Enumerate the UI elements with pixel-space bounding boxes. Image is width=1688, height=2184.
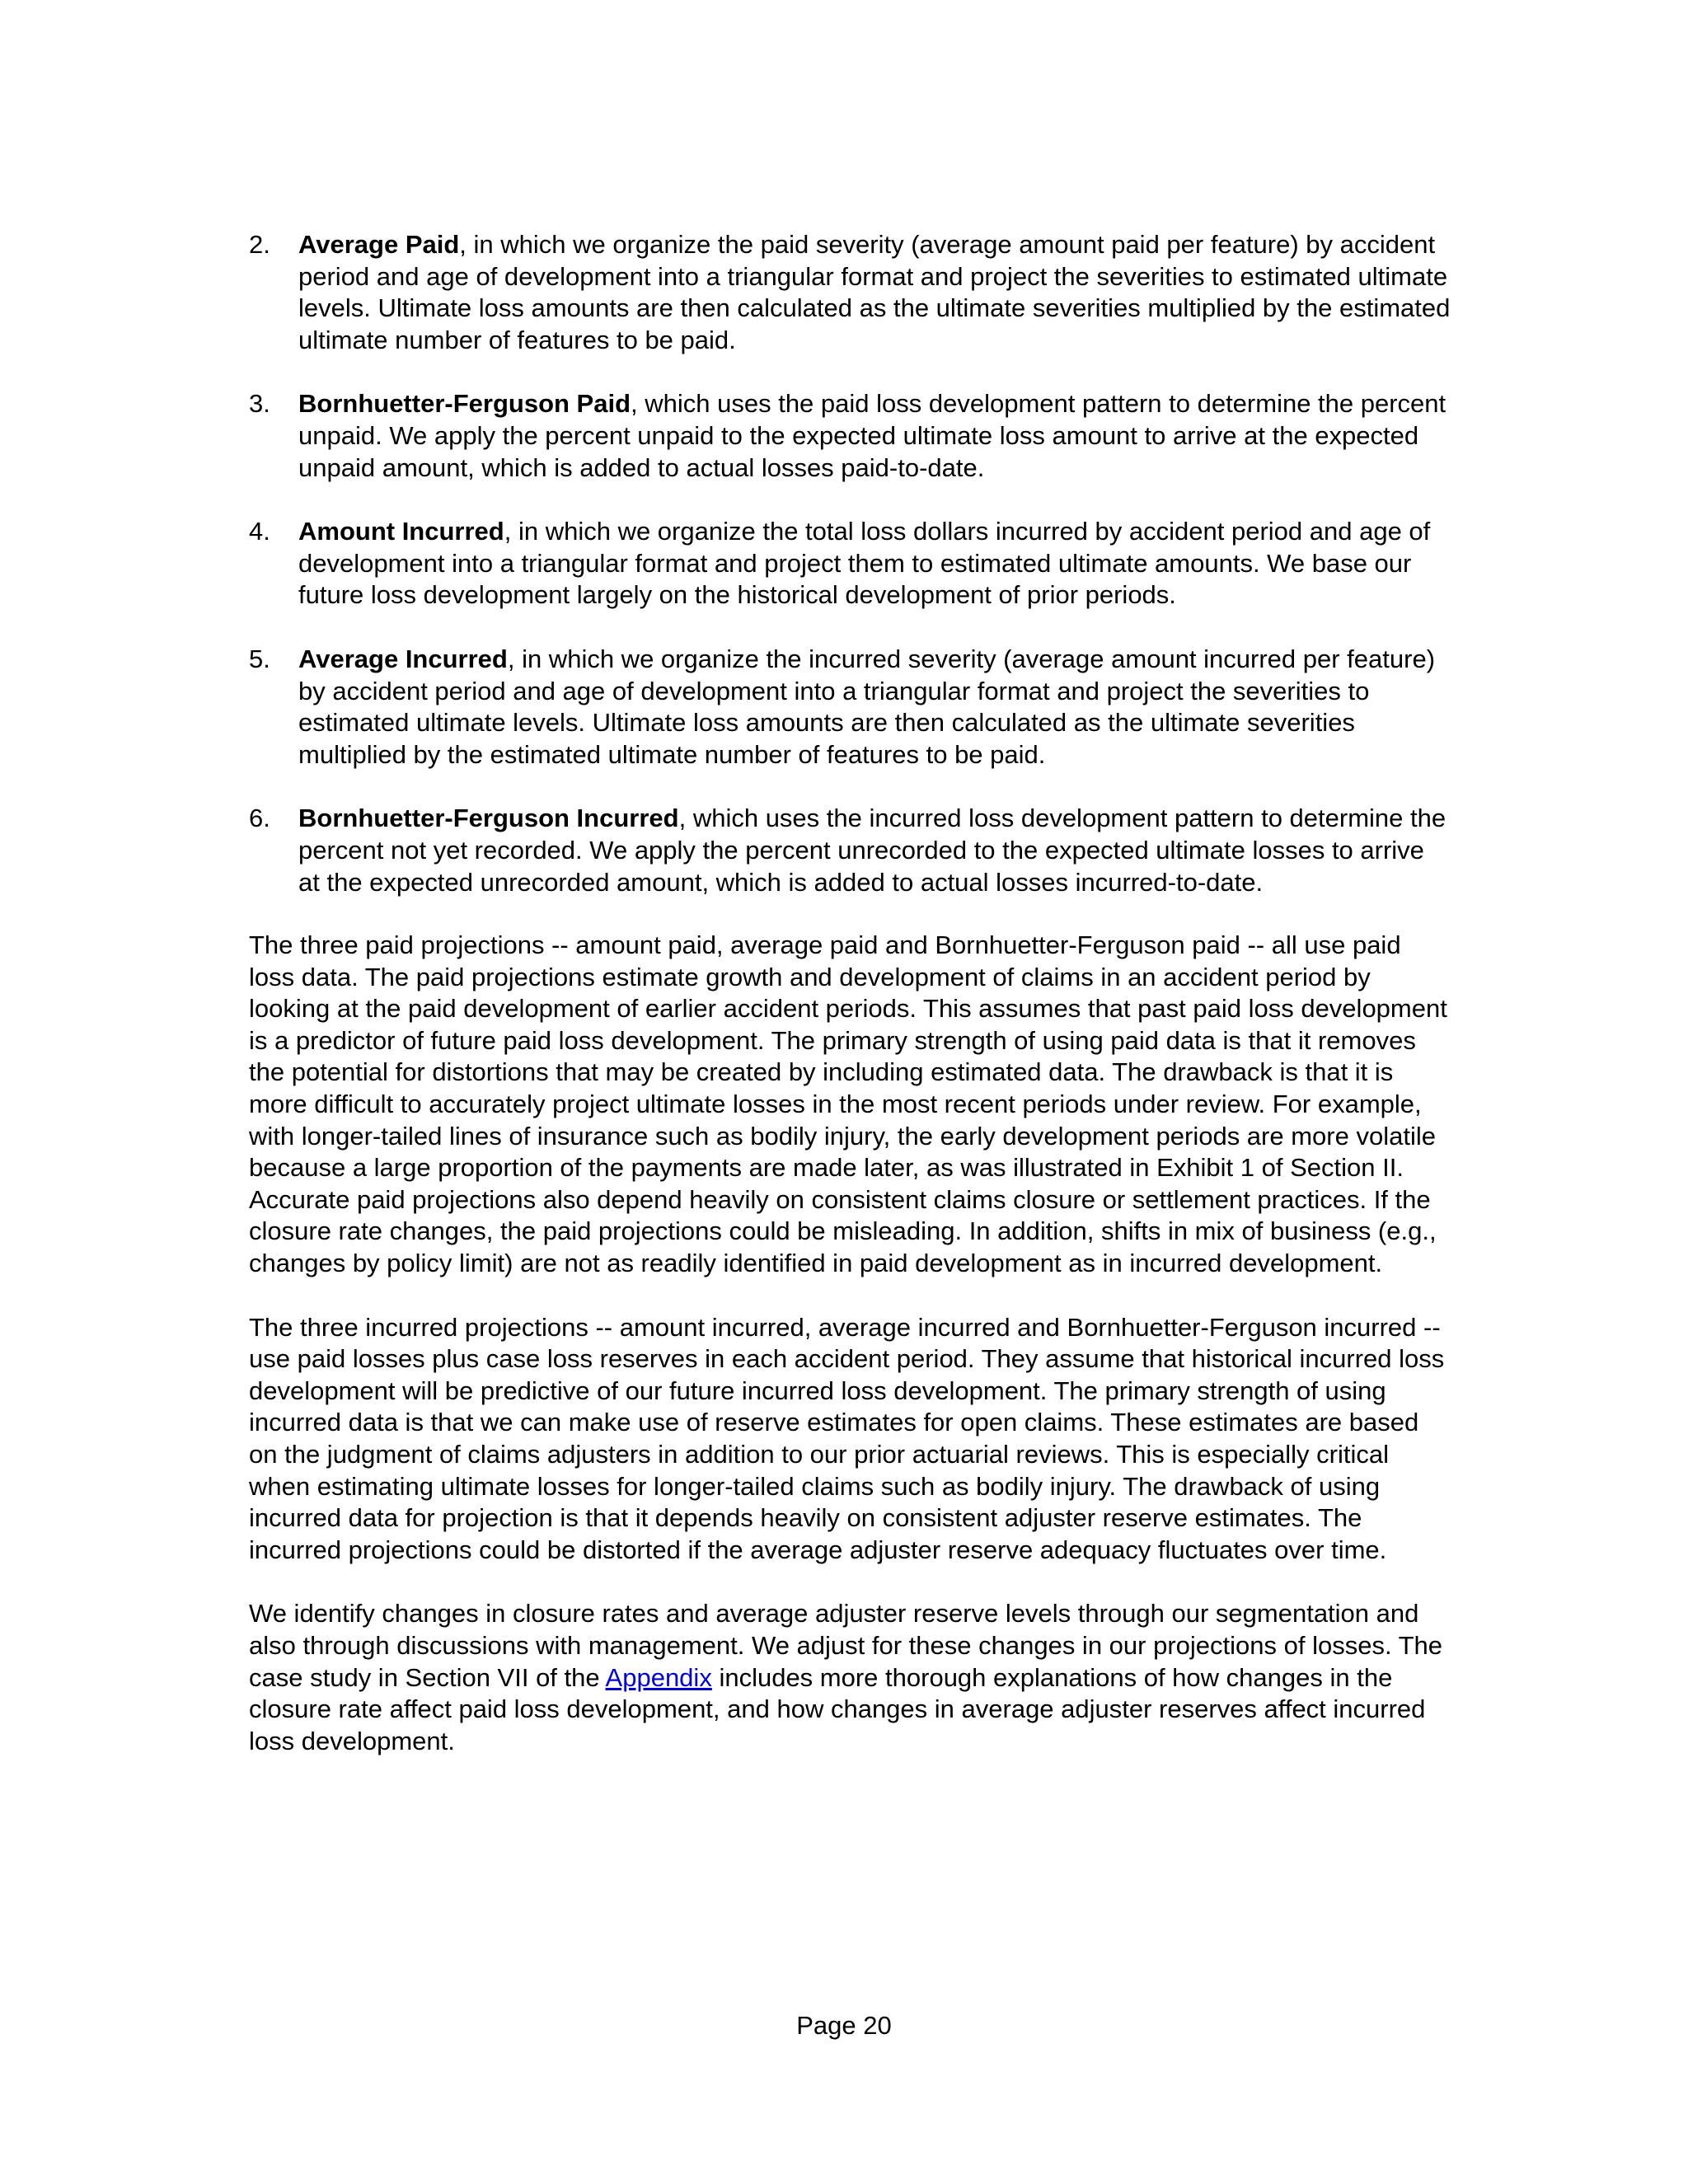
list-text: , in which we organize the paid severity (average amount paid per feature) by accident period and age of development into a triangular format and project the severities to estimated ultimate levels. Ultimate loss amounts are then calculated as the ultimate severities multiplied by the estimated ultimate number of features to be paid. [298, 230, 1451, 354]
list-number: 2. [249, 230, 270, 259]
paragraph-text: We identify changes in closure rates and average adjuster reserve levels through our segmentation and also through discussions with management. We adjust for these changes in our projections of losses. The case study in Section VII of the [249, 1599, 1443, 1692]
list-term: Average Paid [298, 230, 460, 259]
list-text: , in which we organize the incurred severity (average amount incurred per feature) by accident period and age of development into a triangular format and project the severities to estimated ultimate levels. Ultimate loss amounts are then calculated as the ultimate severities multiplied by the estimated ultimate number of features to be paid. [298, 644, 1436, 769]
list-item-average-paid [249, 229, 1452, 356]
list-item-average-incurred [249, 644, 1452, 771]
list-term: Bornhuetter-Ferguson Incurred [298, 804, 679, 833]
paragraph-paid-projections: The three paid projections -- amount paid, average paid and Bornhuetter-Ferguson paid -- all use paid loss data. The paid projections estimate growth and development of claims in an accident period by looking at the paid development of earlier accident periods. This assumes that past paid loss development is a predictor of future paid loss development. The primary strength of using paid data is that it removes the potential for distortions that may be created by including estimated data. The drawback is that it is more difficult to accurately project ultimate losses in the most recent periods under review. For example, with longer-tailed lines of insurance such as bodily injury, the early development periods are more volatile because a large proportion of the payments are made later, as was illustrated in Exhibit 1 of Section II. Accurate paid projections also depend heavily on consistent claims closure or settlement practices. If the closure rate changes, the paid projections could be misleading. In addition, shifts in mix of business (e.g., changes by policy limit) are not as readily identified in paid development as in incurred development. [249, 930, 1447, 1278]
list-item-bf-paid [249, 388, 1452, 484]
paragraph-text: includes more thorough explanations of how changes in the closure rate affect paid loss development, and how changes in average adjuster reserves affect incurred loss development. [249, 1662, 1426, 1755]
list-text: , in which we organize the total loss dollars incurred by accident period and age of development into a triangular format and project them to estimated ultimate amounts. We base our future loss development largely on the historical development of prior periods. [298, 517, 1431, 610]
list-term: Amount Incurred [298, 517, 504, 546]
paragraph-incurred-projections: The three incurred projections -- amount incurred, average incurred and Bornhuetter-Ferguson incurred -- use paid losses plus case loss reserves in each accident period. They assume that historical incurred loss development will be predictive of our future incurred loss development. The primary strength of using incurred data is that we can make use of reserve estimates for open claims. These estimates are based on the judgment of claims adjusters in addition to our prior actuarial reviews. This is especially critical when estimating ultimate losses for longer-tailed claims such as bodily injury. The drawback of using incurred data for projection is that it depends heavily on consistent adjuster reserve estimates. The incurred projections could be distorted if the average adjuster reserve adequacy fluctuates over time. [249, 1312, 1445, 1564]
list-item-amount-incurred [249, 516, 1452, 612]
list-term: Bornhuetter-Ferguson Paid [298, 389, 631, 419]
page-number: Page 20 [796, 2011, 892, 2040]
paragraph-closure-changes [249, 1598, 1452, 1757]
appendix-link[interactable]: Appendix [605, 1662, 712, 1692]
list-item-bf-incurred [249, 803, 1452, 898]
list-number: 6. [249, 804, 270, 833]
list-text: , which uses the paid loss development pattern to determine the percent unpaid. We apply the percent unpaid to the expected ultimate loss amount to arrive at the expected unpaid amount, which is added to actual losses paid-to-date. [298, 389, 1447, 482]
list-number: 4. [249, 517, 270, 546]
list-number: 5. [249, 644, 270, 673]
page-body [249, 229, 1452, 1789]
list-text: , which uses the incurred loss development pattern to determine the percent not yet recorded. We apply the percent unrecorded to the expected ultimate losses to arrive at the expected unrecorded amount, which is added to actual losses incurred-to-date. [298, 804, 1447, 897]
list-term: Average Incurred [298, 644, 508, 673]
list-number: 3. [249, 389, 270, 419]
